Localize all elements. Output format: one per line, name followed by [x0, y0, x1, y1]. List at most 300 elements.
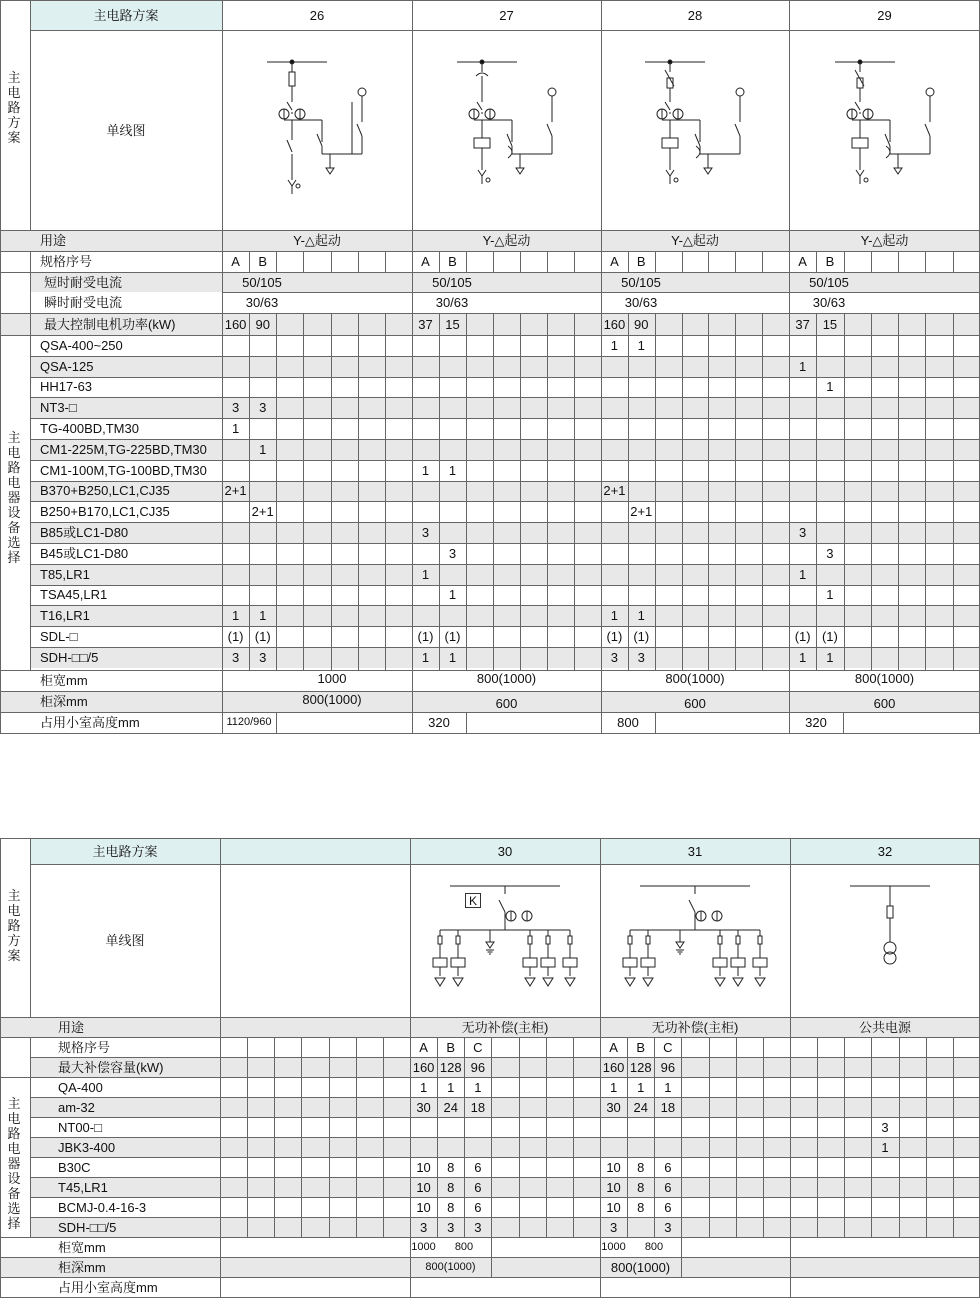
device-quantity: 6 — [664, 1199, 672, 1215]
device-quantity: 18 — [470, 1099, 486, 1115]
device-quantity: 3 — [474, 1219, 482, 1235]
device-name: B45或LC1-D80 — [40, 545, 129, 561]
device-name: QA-400 — [58, 1079, 103, 1095]
grid-line — [0, 251, 980, 252]
grid-line — [30, 522, 980, 523]
grid-line — [0, 1077, 980, 1078]
device-quantity: 2+1 — [224, 483, 247, 499]
grid-line — [30, 439, 980, 440]
capacitor-icon — [643, 978, 653, 986]
short-current-value: 50/105 — [432, 274, 472, 290]
max-compensation-value: 160 — [412, 1059, 435, 1075]
grid-line — [30, 460, 980, 461]
side-label-scheme: 主电路方案 — [7, 70, 21, 145]
switch-contact-icon — [665, 102, 670, 110]
device-quantity: 1 — [637, 337, 645, 353]
cabinet-width-value: 800(1000) — [665, 671, 725, 686]
capacitor-icon — [715, 978, 725, 986]
grid-line — [276, 313, 277, 670]
switch-contact-icon — [317, 134, 322, 146]
device-quantity: 1 — [259, 441, 267, 457]
device-quantity: 6 — [664, 1179, 672, 1195]
capacitor-icon — [625, 978, 635, 986]
grid-line — [0, 712, 980, 713]
grid-line — [0, 670, 980, 671]
coil-icon — [696, 146, 700, 158]
grid-line — [30, 251, 31, 670]
device-quantity: 3 — [799, 525, 807, 541]
grid-line — [0, 1257, 980, 1258]
breaker-arc-icon — [476, 73, 488, 76]
device-quantity: (1) — [417, 629, 434, 645]
device-quantity: 2+1 — [603, 483, 626, 499]
device-quantity: 3 — [609, 1219, 618, 1235]
usage-label: 用途 — [40, 233, 67, 248]
device-quantity: 8 — [637, 1159, 645, 1175]
contactor-icon — [623, 958, 637, 967]
device-quantity: 1 — [421, 566, 430, 582]
grid-line — [735, 313, 736, 670]
grid-line — [30, 481, 980, 482]
grid-line — [30, 1137, 980, 1138]
device-quantity: 3 — [881, 1119, 889, 1135]
scheme-number-31: 31 — [687, 843, 703, 859]
grid-line — [654, 1037, 655, 1237]
diagram-label: 单线图 — [105, 933, 145, 948]
grid-line — [30, 418, 980, 419]
short-current-value: 50/105 — [809, 274, 849, 290]
cabinet-width-value: 1000 — [317, 671, 347, 686]
scheme-number-29: 29 — [877, 7, 892, 23]
grid-line — [681, 1037, 682, 1237]
grid-line — [331, 313, 332, 670]
switch-contact-icon — [357, 124, 362, 136]
grid-line — [30, 1117, 980, 1118]
compartment-height-value: 320 — [428, 715, 450, 730]
spec-letter: B — [636, 254, 646, 269]
single-line-diagram-26 — [222, 62, 412, 202]
grid-line — [519, 1037, 520, 1237]
arrow-icon — [326, 168, 334, 174]
grid-line — [682, 313, 683, 670]
grid-line — [222, 0, 223, 733]
device-name: NT3-□ — [40, 400, 77, 416]
contactor-icon — [563, 958, 577, 967]
fuse-icon — [887, 906, 893, 918]
grid-line — [898, 313, 899, 670]
switch-contact-icon — [885, 134, 890, 146]
grid-line — [709, 1037, 710, 1237]
fuse-icon — [546, 936, 550, 944]
usage-label: 用途 — [58, 1019, 85, 1035]
grid-line — [627, 1037, 628, 1237]
grid-line — [736, 1037, 737, 1237]
grid-line — [574, 251, 575, 272]
device-quantity: 8 — [447, 1159, 455, 1175]
device-name: TSA45,LR1 — [40, 587, 108, 603]
max-compensation-value: 96 — [660, 1059, 676, 1075]
grid-line — [30, 605, 980, 606]
grid-line — [358, 251, 359, 272]
device-quantity: 1 — [826, 379, 834, 395]
grid-line — [0, 691, 980, 692]
contactor-icon — [523, 958, 537, 967]
grid-line — [953, 313, 954, 670]
arrow-icon — [516, 168, 524, 174]
terminal-icon — [736, 88, 744, 96]
device-quantity: 3 — [448, 545, 457, 561]
compartment-height-label: 占用小室高度mm — [58, 1279, 158, 1295]
device-name: CM1-225M,TG-225BD,TM30 — [40, 441, 207, 457]
grid-line — [383, 1037, 384, 1237]
grid-line — [385, 251, 386, 272]
grid-line — [301, 1037, 302, 1237]
grid-line — [0, 230, 980, 231]
device-quantity: 10 — [606, 1179, 621, 1195]
grid-line — [30, 543, 980, 544]
device-quantity: 24 — [443, 1099, 458, 1115]
device-quantity: 1 — [447, 1079, 455, 1095]
grid-line — [816, 313, 817, 670]
cabinet-depth-label: 柜深mm — [58, 1259, 106, 1275]
device-name: B370+B250,LC1,CJ35 — [40, 483, 170, 499]
device-quantity: 3 — [637, 649, 645, 665]
grid-line — [464, 1037, 465, 1237]
grid-line — [30, 864, 980, 865]
device-name: B30C — [58, 1159, 91, 1175]
grid-line — [30, 1037, 31, 1237]
grid-line — [303, 251, 304, 272]
device-name: NT00-□ — [58, 1119, 102, 1135]
device-name: am-32 — [58, 1099, 95, 1115]
device-quantity: 1 — [421, 462, 430, 478]
max-power-value: 15 — [822, 316, 838, 332]
grid-line — [30, 585, 980, 586]
grid-line — [681, 1237, 682, 1277]
cabinet-depth-value: 600 — [495, 696, 518, 711]
single-line-diagram-31 — [620, 886, 780, 996]
usage-value: 无功补偿(主柜) — [461, 1019, 549, 1035]
grid-line — [439, 251, 440, 272]
device-quantity: (1) — [794, 629, 811, 645]
switch-contact-icon — [287, 140, 292, 152]
single-line-diagram-27 — [412, 62, 602, 202]
grid-line — [871, 313, 872, 670]
grid-line — [331, 251, 332, 272]
compartment-height-value: 320 — [805, 715, 827, 730]
grid-line — [547, 251, 548, 272]
single-line-diagram-28 — [600, 62, 790, 202]
fuse-icon — [438, 936, 442, 944]
grid-line — [843, 712, 844, 733]
cabinet-width-value: 1000 — [411, 1240, 436, 1253]
cabinet-width-value: 800 — [644, 1240, 664, 1253]
device-quantity: 1 — [474, 1079, 482, 1095]
switch-contact-icon — [507, 134, 512, 146]
arrow-icon — [704, 168, 712, 174]
spec-letter: A — [610, 254, 619, 269]
arrow-icon — [478, 170, 486, 176]
terminal-icon — [548, 88, 556, 96]
cabinet-width-label: 柜宽mm — [40, 673, 88, 688]
grid-line — [789, 0, 790, 733]
compartment-height-value: 800 — [617, 715, 639, 730]
max-compensation-value: 128 — [439, 1059, 462, 1075]
fuse-icon — [718, 936, 722, 944]
device-quantity: 6 — [474, 1179, 482, 1195]
max-compensation-value: 128 — [629, 1059, 652, 1075]
device-name: SDL-□ — [40, 629, 78, 645]
contactor-icon — [731, 958, 745, 967]
grid-line — [30, 501, 980, 502]
grid-line — [871, 1037, 872, 1237]
usage-value: Y-△起动 — [860, 233, 909, 248]
device-quantity: (1) — [821, 629, 838, 645]
capacitor-icon — [755, 978, 765, 986]
device-quantity: 1 — [231, 608, 240, 624]
grid-line — [655, 313, 656, 670]
grid-line — [303, 313, 304, 670]
device-quantity: 1 — [799, 649, 807, 665]
grid-line — [708, 313, 709, 670]
switch-contact-icon — [499, 900, 505, 912]
cabinet-width-value: 1000 — [601, 1240, 626, 1253]
grid-line — [410, 838, 411, 1297]
switch-contact-icon — [547, 124, 552, 136]
fuse-icon — [646, 936, 650, 944]
switch-contact-icon — [735, 124, 740, 136]
max-power-label: 最大控制电机功率(kW) — [44, 316, 176, 332]
grid-line — [601, 0, 602, 733]
cabinet-width-value: 800(1000) — [854, 671, 915, 686]
device-quantity: 3 — [447, 1219, 455, 1235]
device-quantity: 3 — [259, 649, 267, 665]
cabinet-depth-value: 800(1000) — [425, 1260, 476, 1273]
scheme-number-30: 30 — [497, 843, 513, 859]
grid-line — [30, 397, 980, 398]
spec-letter: C — [663, 1039, 673, 1055]
grid-line — [30, 356, 980, 357]
usage-value: 无功补偿(主柜) — [651, 1019, 739, 1035]
instant-current-value: 30/63 — [435, 294, 469, 310]
capacitor-icon — [565, 978, 575, 986]
spec-letter: A — [419, 1039, 428, 1055]
grid-line — [30, 0, 31, 230]
short-current-value: 50/105 — [242, 274, 282, 290]
scheme-number-26: 26 — [309, 7, 325, 23]
contactor-icon — [753, 958, 767, 967]
relay-icon — [662, 138, 678, 148]
grid-line — [762, 313, 763, 670]
grid-line — [30, 564, 980, 565]
cabinet-depth-value: 800(1000) — [302, 692, 362, 707]
side-label-scheme: 主电路方案 — [7, 888, 21, 963]
device-name: SDH-□□/5 — [58, 1219, 117, 1235]
switch-contact-icon — [689, 900, 695, 912]
device-quantity: 1 — [664, 1079, 672, 1095]
arrow-icon — [288, 180, 296, 186]
spec-letter: A — [231, 254, 240, 269]
grid-line — [249, 313, 250, 670]
device-name: HH17-63 — [40, 379, 93, 395]
contactor-icon — [713, 958, 727, 967]
cabinet-depth-value: 600 — [873, 696, 896, 711]
device-quantity: 3 — [231, 400, 240, 416]
arrow-icon — [856, 170, 864, 176]
device-quantity: 1 — [799, 566, 807, 582]
grid-line — [628, 313, 629, 670]
terminal-icon — [296, 184, 300, 188]
grid-line — [249, 251, 250, 272]
grid-line — [0, 0, 1, 733]
spec-letter: B — [636, 1039, 646, 1055]
grid-line — [790, 838, 791, 1297]
device-quantity: (1) — [254, 629, 271, 645]
device-quantity: 1 — [826, 649, 834, 665]
grid-line — [0, 335, 980, 336]
device-quantity: 3 — [610, 649, 619, 665]
header-label: 主电路方案 — [93, 7, 159, 23]
device-quantity: 8 — [637, 1179, 645, 1195]
spec-letter: C — [473, 1039, 483, 1055]
contactor-icon — [641, 958, 655, 967]
grid-line — [30, 1157, 980, 1158]
device-name: T16,LR1 — [40, 608, 90, 624]
capacitor-icon — [525, 978, 535, 986]
fuse-icon — [628, 936, 632, 944]
grid-line — [574, 313, 575, 670]
max-power-value: 15 — [445, 316, 460, 332]
cabinet-width-value: 800(1000) — [476, 671, 537, 686]
relay-icon — [852, 138, 868, 148]
terminal-icon — [926, 88, 934, 96]
grid-line — [844, 1037, 845, 1237]
device-quantity: 10 — [416, 1199, 431, 1215]
fuse-icon — [568, 936, 572, 944]
scheme-number-32: 32 — [877, 843, 893, 859]
device-quantity: 6 — [664, 1159, 672, 1175]
device-name: SDH-□□/5 — [40, 649, 99, 665]
instant-current-label: 瞬时耐受电流 — [44, 294, 123, 310]
grid-line — [30, 1217, 980, 1218]
device-quantity: (1) — [227, 629, 244, 645]
capacitor-icon — [733, 978, 743, 986]
cabinet-width-value: 800 — [454, 1240, 474, 1253]
device-quantity: 10 — [606, 1159, 621, 1175]
switch-contact-icon — [925, 124, 930, 136]
device-name: T85,LR1 — [40, 566, 90, 582]
grid-line — [0, 838, 1, 1297]
grid-line — [925, 251, 926, 272]
device-quantity: 1 — [448, 649, 457, 665]
grid-line — [708, 251, 709, 272]
device-quantity: 3 — [664, 1219, 672, 1235]
device-quantity: 24 — [633, 1099, 648, 1115]
header-label: 主电路方案 — [92, 843, 158, 859]
grid-line — [735, 251, 736, 272]
device-quantity: 1 — [609, 1079, 618, 1095]
capacitor-icon — [435, 978, 445, 986]
spec-letter: B — [446, 1039, 456, 1055]
grid-line — [466, 313, 467, 670]
single-line-diagram-29 — [790, 62, 980, 202]
grid-line — [385, 313, 386, 670]
max-power-value: 37 — [418, 316, 433, 332]
grid-line — [30, 1057, 980, 1058]
device-quantity: 6 — [474, 1159, 482, 1175]
max-power-value: 160 — [224, 316, 247, 332]
device-quantity: 3 — [419, 1219, 428, 1235]
compartment-height-label: 占用小室高度mm — [40, 715, 140, 730]
terminal-icon — [358, 88, 366, 96]
device-name: TG-400BD,TM30 — [40, 421, 139, 437]
grid-line — [439, 313, 440, 670]
max-power-value: 90 — [255, 316, 270, 332]
spec-letter: B — [448, 254, 457, 269]
grid-line — [762, 251, 763, 272]
instant-current-value: 30/63 — [245, 294, 279, 310]
diagram-label: 单线图 — [106, 122, 146, 138]
device-name: BCMJ-0.4-16-3 — [58, 1199, 147, 1215]
device-quantity: 8 — [637, 1199, 645, 1215]
device-quantity: 6 — [474, 1199, 482, 1215]
device-quantity: 1 — [637, 608, 645, 624]
device-quantity: 8 — [447, 1179, 455, 1195]
instant-current-value: 30/63 — [624, 294, 658, 310]
terminal-icon — [864, 178, 868, 182]
grid-line — [953, 251, 954, 272]
grid-line — [30, 1177, 980, 1178]
device-quantity: 1 — [610, 608, 619, 624]
spec-letter: A — [421, 254, 430, 269]
usage-value: Y-△起动 — [482, 233, 531, 248]
side-label-equipment: 主电路电器设备选择 — [7, 430, 21, 565]
switch-contact-icon — [695, 134, 700, 146]
scheme-table-30-32 — [0, 838, 980, 1297]
grid-line — [844, 313, 845, 670]
coil-icon — [508, 146, 512, 158]
device-quantity: 1 — [421, 649, 430, 665]
grid-line — [655, 251, 656, 272]
grid-line — [817, 1037, 818, 1237]
device-name: QSA-125 — [40, 358, 94, 374]
device-quantity: 10 — [416, 1159, 431, 1175]
grid-line — [600, 838, 601, 1297]
single-line-diagram-30 — [430, 886, 590, 996]
grid-line — [0, 313, 980, 314]
grid-line — [276, 712, 277, 733]
switch-contact-icon — [477, 102, 482, 110]
grid-line — [0, 1017, 980, 1018]
grid-line — [491, 1237, 492, 1277]
device-quantity: (1) — [633, 629, 650, 645]
short-current-value: 50/105 — [621, 274, 661, 290]
contactor-icon — [451, 958, 465, 967]
compartment-height-value: 1120/960 — [226, 716, 272, 728]
usage-value: Y-△起动 — [671, 233, 719, 248]
max-power-value: 160 — [603, 316, 626, 332]
grid-line — [493, 313, 494, 670]
cabinet-width-label: 柜宽mm — [58, 1239, 106, 1255]
grid-line — [437, 1037, 438, 1237]
device-quantity: 3 — [421, 525, 430, 541]
grid-line — [898, 251, 899, 272]
grid-line — [953, 1037, 954, 1237]
instant-current-value: 30/63 — [812, 294, 846, 310]
single-line-diagram-32 — [850, 886, 930, 976]
device-quantity: (1) — [606, 629, 623, 645]
device-quantity: 1 — [881, 1139, 889, 1155]
